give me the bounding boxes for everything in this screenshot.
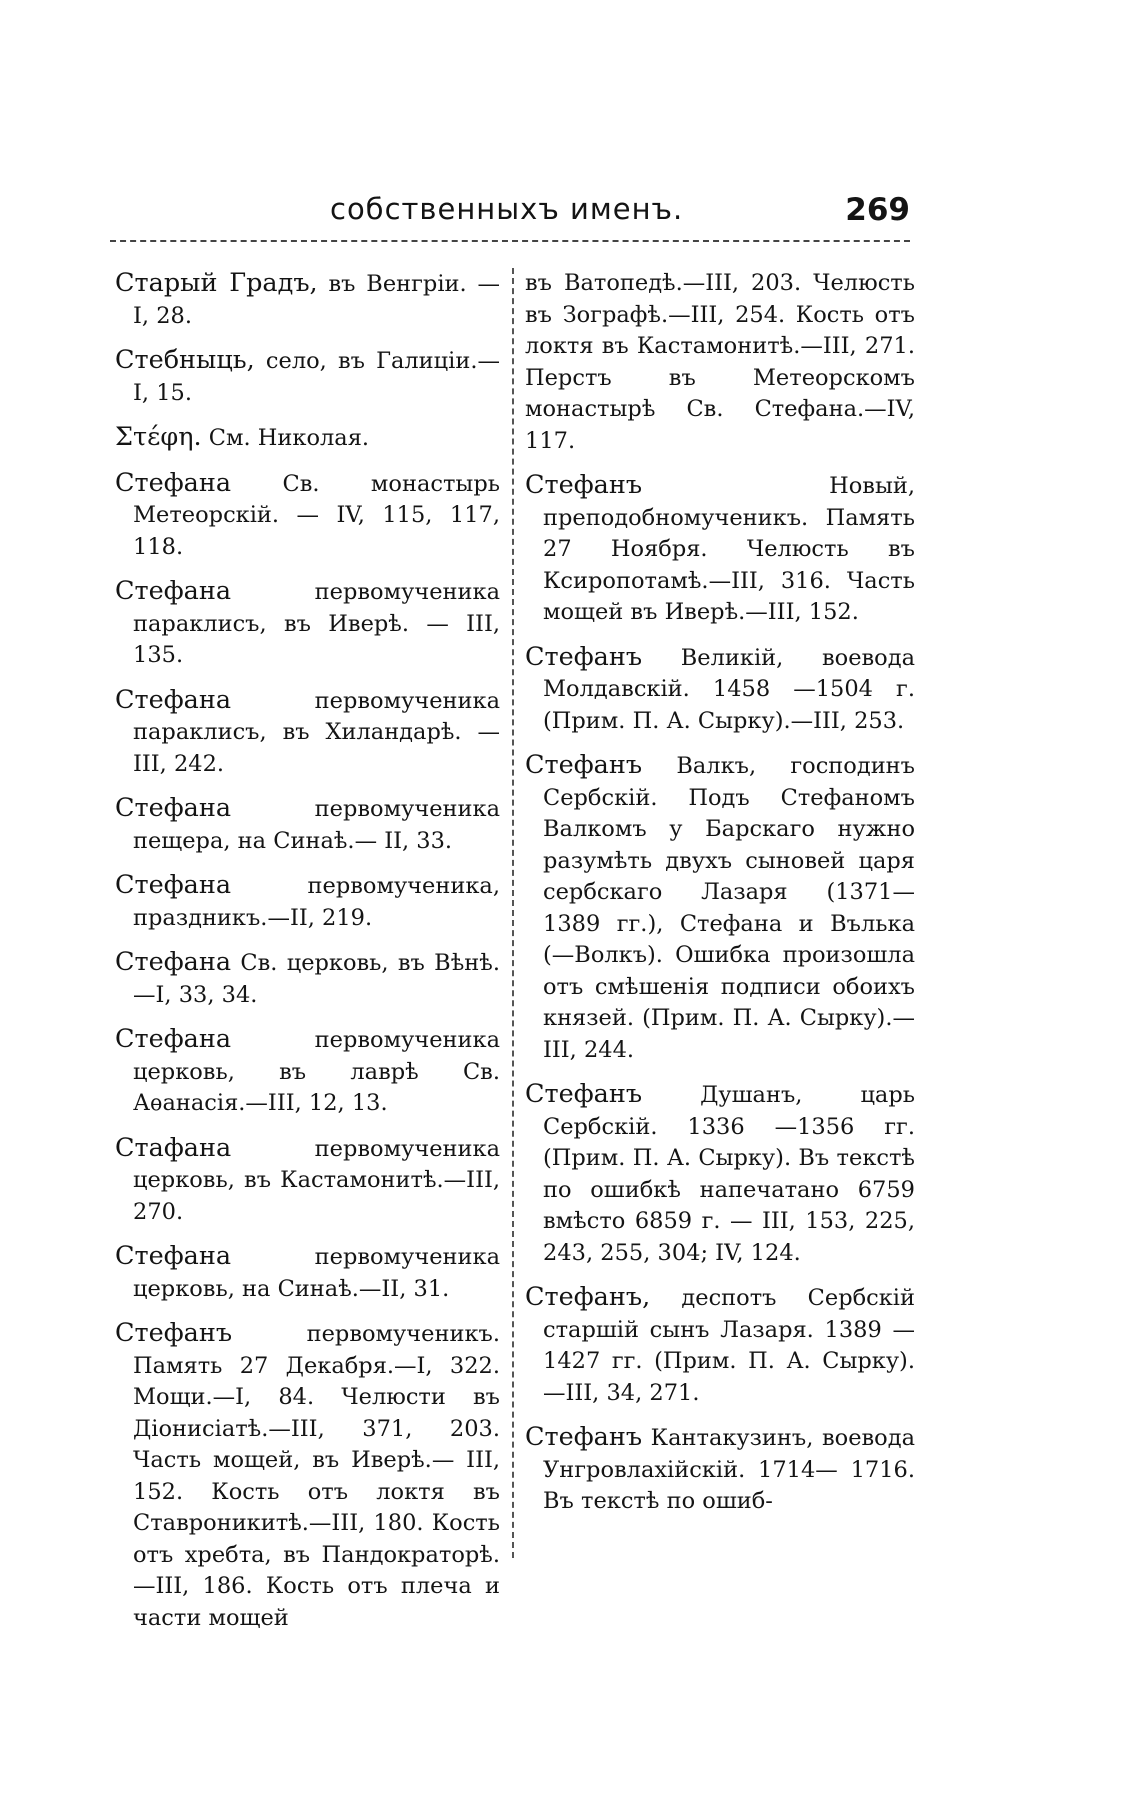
page-number: 269: [845, 192, 910, 228]
entry-text: первомученикъ. Память 27 Декабря.—I, 322. Мощи.—I, 84. Челюсти въ Діонисіатѣ.—III, 371, 203. Часть мощей, въ Иверѣ.— III, 152. Кость отъ локтя въ Ставроникитѣ.—III, 180. Кость отъ хребта, въ Пандократорѣ.—III, 186. Кость отъ плеча и части мощей: [133, 1321, 500, 1631]
page-header-title: собственныхъ именъ.: [330, 192, 684, 226]
entry-term: Стефанъ: [525, 750, 643, 780]
running-head: [110, 192, 910, 240]
entry-text: Душанъ, царь Сербскій. 1336 —1356 гг. (Прим. П. А. Сырку). Въ текстѣ по ошибкѣ напечатано 6759 вмѣсто 6859 г. — III, 153, 225, 243, 255, 304; IV, 124.: [543, 1082, 915, 1266]
entry-term: Стефанъ: [115, 1318, 233, 1348]
index-entry: [115, 1318, 500, 1634]
index-entry: [115, 576, 500, 672]
index-entry: [525, 750, 915, 1066]
entry-term: Стефана: [115, 947, 232, 977]
index-entry: [115, 870, 500, 934]
entry-term: Стафана: [115, 1132, 232, 1163]
entry-text: въ Венгріи. —I, 28.: [133, 271, 500, 329]
index-entry: [115, 1024, 500, 1120]
entry-text: Св. монастырь Метеорскій. — IV, 115, 117, 118.: [133, 470, 500, 560]
index-entry: [115, 793, 500, 857]
index-entry: [115, 1133, 500, 1229]
column-divider: [512, 268, 514, 1558]
header-rule: [110, 240, 910, 242]
index-entry: [525, 1282, 915, 1409]
entry-term: Стефанъ: [525, 1422, 643, 1452]
entry-text: первомученика церковь, въ Кастамонитѣ.—III, 270.: [133, 1135, 500, 1225]
entry-text: первомученика пещера, на Синаѣ.— II, 33.: [133, 796, 500, 854]
entry-text: первомученика параклисъ, въ Иверѣ. — III, 135.: [133, 579, 500, 668]
entry-text: См. Николая.: [201, 425, 370, 451]
entry-text: Новый, преподобномученикъ. Память 27 Ноября. Челюсть въ Ксиропотамѣ.—III, 316. Часть мощей въ Иверѣ.—III, 152.: [543, 473, 915, 625]
entry-term: Στέφη.: [115, 422, 202, 452]
entry-term: Стефана: [115, 576, 232, 606]
entry-term: Стебныць,: [115, 345, 255, 375]
entry-text: Св. церковь, въ Вѣнѣ.—I, 33, 34.: [133, 950, 500, 1008]
index-entry: [525, 268, 915, 457]
entry-text: Валкъ, господинъ Сербскій. Подъ Стефаномъ Валкомъ у Барскаго нужно разумѣть двухъ сыновей царя сербскаго Лазаря (1371— 1389 гг.), Стефана и Вълька (—Волкъ). Ошибка произошла отъ смѣшенія подписи обоихъ князей. (Прим. П. А. Сырку).—III, 244.: [543, 753, 915, 1063]
entry-term: Стефанъ: [525, 1079, 643, 1109]
index-entry: [115, 345, 500, 409]
index-entry: [115, 685, 500, 781]
entry-text: Кантакузинъ, воевода Унгровлахійскій. 1714— 1716. Въ текстѣ по ошиб-: [543, 1425, 915, 1514]
entry-term: Старый Градъ,: [115, 268, 318, 298]
entry-term: Стефана: [115, 870, 232, 900]
index-entry: [115, 268, 500, 332]
index-entry: [115, 1241, 500, 1305]
entry-text: первомученика церковь, въ лаврѣ Св. Аѳанасія.—III, 12, 13.: [133, 1027, 500, 1116]
entry-term: Стефана: [115, 467, 232, 498]
entry-term: Стефанъ,: [525, 1282, 651, 1312]
index-entry: [525, 1079, 915, 1269]
entry-text: первомученика церковь, на Синаѣ.—II, 31.: [133, 1244, 500, 1302]
entry-term: Стефана: [115, 1024, 232, 1054]
right-column: [525, 268, 915, 1531]
entry-term: Стефана: [115, 793, 232, 823]
left-column: [115, 268, 500, 1647]
entry-term: Стефана: [115, 1241, 232, 1271]
entry-term: Стефана: [115, 684, 232, 715]
index-entry: [525, 642, 915, 738]
entry-term: Стефанъ: [525, 470, 643, 500]
entry-text: первомученика, праздникъ.—II, 219.: [133, 873, 500, 931]
entry-text: въ Ватопедѣ.—III, 203. Челюсть въ Зографѣ.—III, 254. Кость отъ локтя въ Кастамонитѣ.—III, 271. Перстъ въ Метеорскомъ монастырѣ Св. Стефана.—IV, 117.: [525, 270, 915, 454]
index-entry: [525, 470, 915, 629]
index-entry: [115, 468, 500, 564]
entry-text: Великій, воевода Молдавскій. 1458 —1504 г. (Прим. П. А. Сырку).—III, 253.: [543, 644, 915, 734]
index-entry: [115, 422, 500, 455]
entry-text: деспотъ Сербскій старшій сынъ Лазаря. 1389 —1427 гг. (Прим. П. А. Сырку).—III, 34, 271.: [543, 1285, 915, 1406]
index-entry: [115, 947, 500, 1011]
entry-text: первомученика параклисъ, въ Хиландарѣ. — III, 242.: [133, 687, 500, 777]
entry-term: Стефанъ: [525, 641, 643, 672]
index-entry: [525, 1422, 915, 1518]
entry-text: село, въ Галиціи.— I, 15.: [133, 348, 500, 406]
